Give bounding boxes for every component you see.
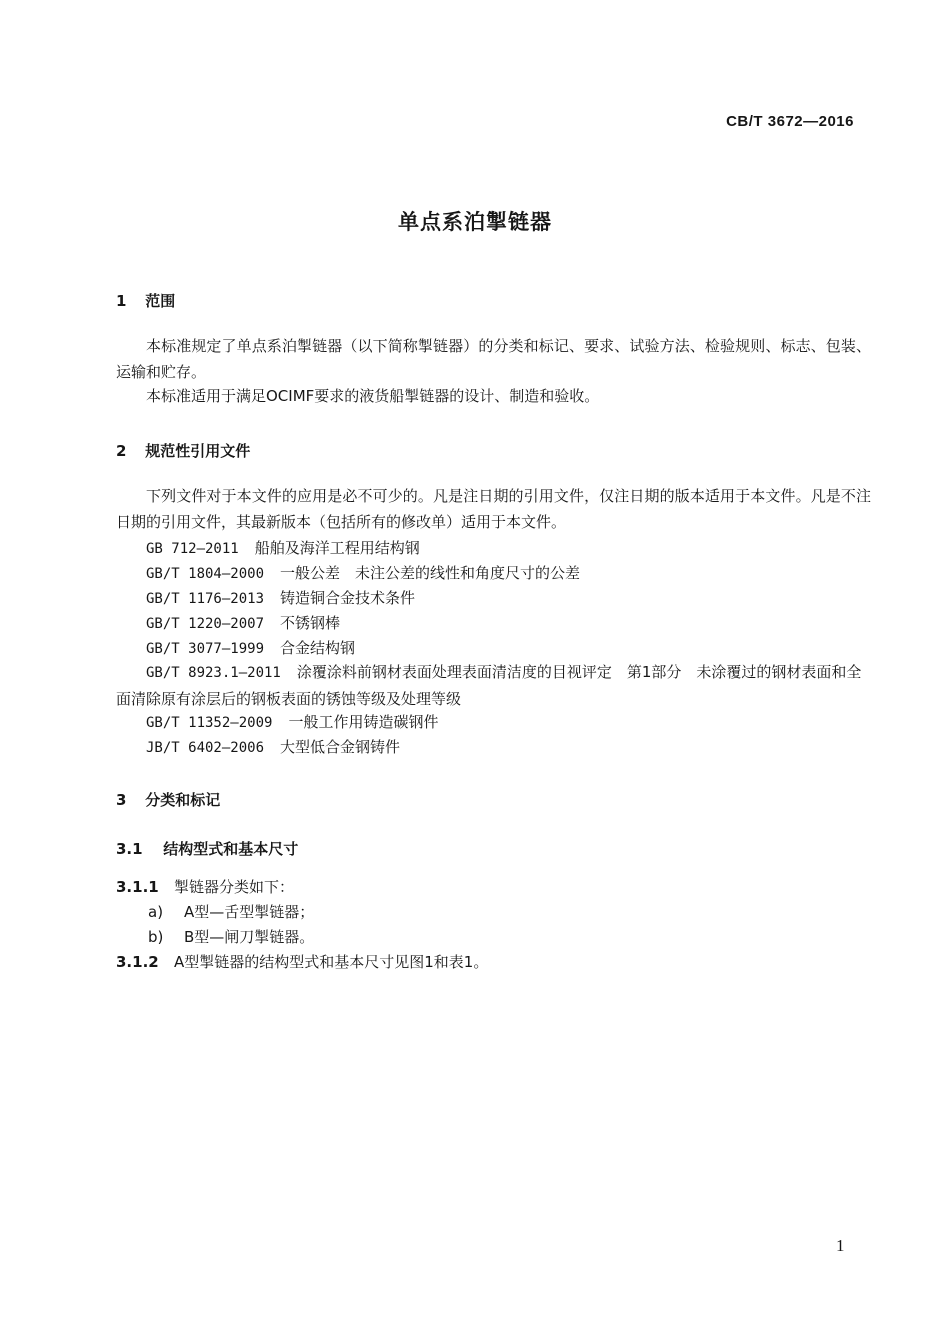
reference-code: GB 712—2011 [146, 541, 239, 557]
reference-item [146, 710, 438, 735]
reference-name: 合金结构钢 [280, 639, 356, 657]
section-title: 范围 [145, 292, 176, 310]
section-1-heading [116, 290, 175, 311]
standard-code: CB/T 3672—2016 [726, 113, 854, 130]
clause-number: 3.1.2 [116, 953, 159, 971]
clause-3-1-1 [116, 876, 294, 897]
list-text: A型—舌型掣链器； [184, 903, 315, 921]
reference-code: GB/T 11352—2009 [146, 715, 273, 731]
reference-code: JB/T 6402—2006 [146, 740, 265, 756]
scope-paragraph-2: 本标准适用于满足OCIMF要求的液货船掣链器的设计、制造和验收。 [146, 387, 600, 405]
reference-code: GB/T 8923.1—2011 [146, 665, 281, 681]
section-number: 1 [116, 292, 127, 310]
reference-name: 铸造铜合金技术条件 [280, 589, 416, 607]
section-number: 3 [116, 791, 127, 809]
reference-code: GB/T 1176—2013 [146, 591, 265, 607]
section-number: 2 [116, 442, 127, 460]
reference-code: GB/T 1804—2000 [146, 566, 265, 582]
reference-name: 一般公差 未注公差的线性和角度尺寸的公差 [280, 564, 581, 582]
section-3-heading [116, 789, 220, 810]
scope-paragraph-1: 本标准规定了单点系泊掣链器（以下简称掣链器）的分类和标记、要求、试验方法、检验规则、标志、包装、运输和贮存。 [116, 337, 871, 381]
list-item [148, 926, 314, 947]
reference-name: 船舶及海洋工程用结构钢 [254, 539, 420, 557]
reference-code: GB/T 3077—1999 [146, 641, 265, 657]
section-title: 分类和标记 [145, 791, 221, 809]
subsection-number: 3.1 [116, 840, 143, 858]
section-2-heading [116, 440, 250, 461]
subsection-3-1-heading [116, 838, 298, 859]
subsection-title: 结构型式和基本尺寸 [163, 840, 299, 858]
reference-item [146, 636, 355, 661]
reference-item [146, 735, 400, 760]
list-marker: a) [148, 903, 164, 921]
reference-item [146, 536, 420, 561]
reference-name: 一般工作用铸造碳钢件 [288, 713, 439, 731]
clause-text: A型掣链器的结构型式和基本尺寸见图1和表1。 [174, 953, 489, 971]
clause-number: 3.1.1 [116, 878, 159, 896]
clause-text: 掣链器分类如下： [174, 878, 295, 896]
reference-name: 涂覆涂料前钢材表面处理表面清洁度的目视评定 第1部分 未涂覆过的钢材表面和全面清除原有涂层后的钢板表面的锈蚀等级及处理等级 [116, 663, 862, 708]
reference-code: GB/T 1220—2007 [146, 616, 265, 632]
reference-item [116, 659, 876, 712]
list-marker: b) [148, 928, 164, 946]
list-text: B型—闸刀掣链器。 [184, 928, 315, 946]
reference-item [146, 586, 415, 611]
section-title: 规范性引用文件 [145, 442, 251, 460]
document-title: 单点系泊掣链器 [398, 210, 552, 234]
reference-item [146, 611, 340, 636]
page-number: 1 [836, 1236, 845, 1255]
reference-name: 大型低合金钢铸件 [280, 738, 401, 756]
clause-3-1-2 [116, 951, 488, 972]
list-item [148, 901, 314, 922]
reference-name: 不锈钢棒 [280, 614, 341, 632]
reference-item [146, 561, 580, 586]
normative-intro-paragraph: 下列文件对于本文件的应用是必不可少的。凡是注日期的引用文件，仅注日期的版本适用于本文件。凡是不注日期的引用文件，其最新版本（包括所有的修改单）适用于本文件。 [116, 487, 871, 531]
